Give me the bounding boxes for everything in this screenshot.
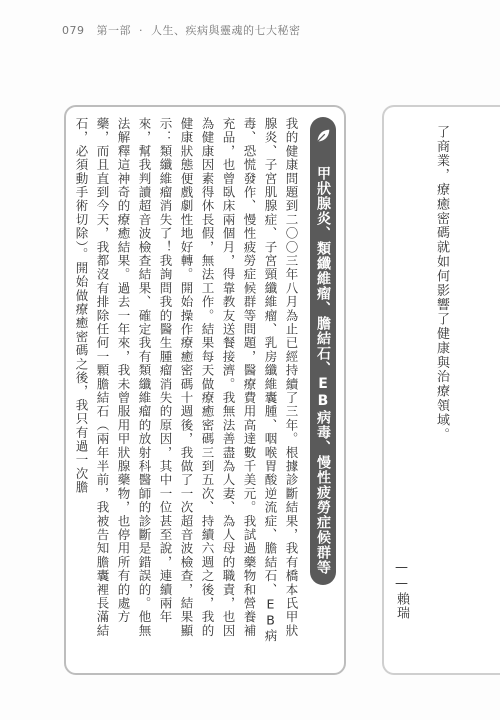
quote-text: 了商業，療癒密碼就如何影響了健康與治療領域。	[434, 125, 449, 442]
testimony-title: 甲狀腺炎、類纖維瘤、膽結石、EB病毒、慢性疲勞症候群等	[315, 166, 331, 575]
header-separator: ·	[139, 24, 143, 37]
signature-name: 賴瑞	[394, 592, 409, 620]
book-section-title: 人生、疾病與靈魂的七大秘密	[151, 24, 301, 37]
leaf-icon	[314, 127, 332, 145]
testimony-title-banner	[310, 117, 336, 585]
signature-dash: ——	[394, 560, 409, 592]
page-number: 079	[62, 24, 85, 37]
testimony-card	[64, 105, 346, 675]
testimony-body: 我的健康問題到二〇〇三年八月為止已經持續了三年。根據診斷結果，我有橋本氏甲狀腺炎、子宮肌腺症、子宮頸纖維瘤、乳房纖維囊腫、咽喉胃酸逆流症、膽結石、EB病毒、恐慌發作、慢性疲勞症候群等問題，醫療費用高達數千美元。我試過藥物和營養補充品，也曾臥床兩個月，得靠教友送餐接濟。我無法善盡為人妻、為人母的職責，也因為健康因素得休長假，無法工作。結果每天做療癒密碼三到五次、持續六週之後，我的健康狀態便戲劇性地好轉。開始操作療癒密碼十週後，我做了一次超音波檢查，結果顯示：類纖維瘤消失了！我詢問我的醫生腫瘤消失的原因，其中一位甚至說，連續兩年來，幫我判讀超音波檢查結果、確定我有類纖維瘤的放射科醫師的診斷是錯誤的。他無法解釋這神奇的療癒結果。過去一年來，我未曾服用甲狀腺藥物，也停用所有的處方藥，而且直到今天，我都沒有排除任何一顆膽結石（兩年半前，我被告知膽囊裡長滿結石，必須動手術切除）。開始做療癒密碼之後，我只有過一次膽	[74, 117, 299, 643]
signature	[392, 560, 411, 620]
testimony-content	[74, 117, 336, 663]
chapter-label: 第一部	[96, 24, 131, 37]
running-header	[62, 22, 301, 38]
